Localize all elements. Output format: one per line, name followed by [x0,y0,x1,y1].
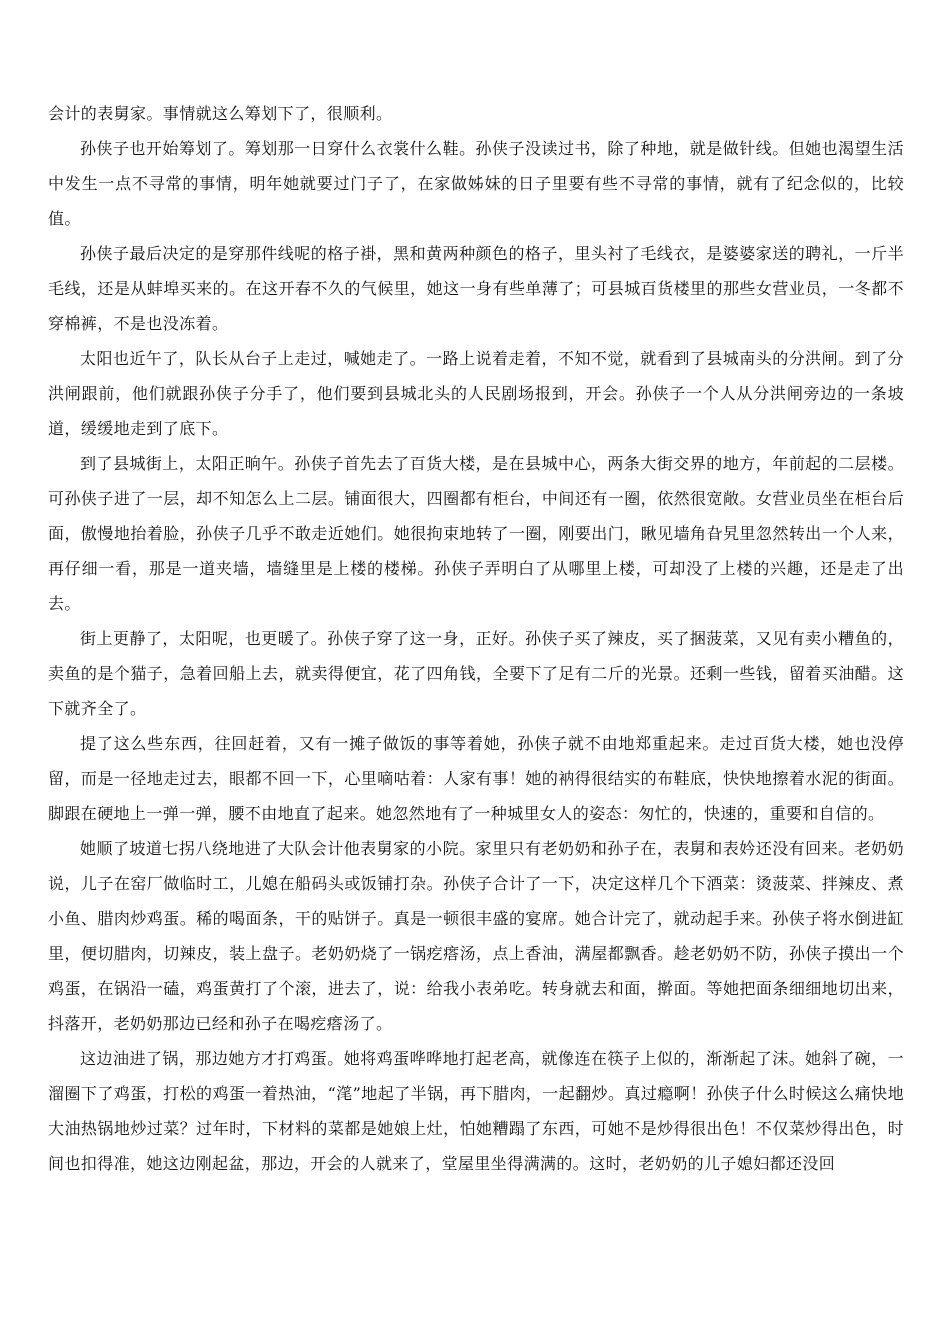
paragraph-7: 她顺了坡道七拐八绕地进了大队会计他表舅家的小院。家里只有老奶奶和孙子在，表舅和表妗还没有回来。老奶奶说，儿子在窑厂做临时工，儿媳在船码头或饭铺打杂。孙侠子合计了一下，决定这样几个下酒菜：烫菠菜、拌辣皮、煮小鱼、腊肉炒鸡蛋。稀的喝面条，干的贴饼子。真是一顿很丰盛的宴席。她合计完了，就动起手来。孙侠子将水倒进缸里，便切腊肉，切辣皮，装上盘子。老奶奶烧了一锅疙瘩汤，点上香油，满屋都飘香。趁老奶奶不防，孙侠子摸出一个鸡蛋，在锅沿一磕，鸡蛋黄打了个滚，进去了，说：给我小表弟吃。转身就去和面，擀面。等她把面条细细地切出来，抖落开，老奶奶那边已经和孙子在喝疙瘩汤了。 [48,839,904,1033]
paragraph-3: 太阳也近午了，队长从台子上走过，喊她走了。一路上说着走着，不知不觉，就看到了县城南头的分洪闸。到了分洪闸跟前，他们就跟孙侠子分手了，他们要到县城北头的人民剧场报到，开会。孙侠子一个人从分洪闸旁边的一条坡道，缓缓地走到了底下。 [48,349,904,438]
paragraph-4: 到了县城街上，太阳正晌午。孙侠子首先去了百货大楼，是在县城中心，两条大街交界的地方，年前起的二层楼。可孙侠子进了一层，却不知怎么上二层。铺面很大，四圈都有柜台，中间还有一圈，依然很宽敞。女营业员坐在柜台后面，傲慢地抬着脸，孙侠子几乎不敢走近她们。她很拘束地转了一圈，刚要出门，瞅见墙角旮旯里忽然转出一个人来，再仔细一看，那是一道夹墙，墙缝里是上楼的楼梯。孙侠子弄明白了从哪里上楼，可却没了上楼的兴趣，还是走了出去。 [48,454,904,613]
paragraph-2: 孙侠子最后决定的是穿那件线呢的格子褂，黑和黄两种颜色的格子，里头衬了毛线衣，是婆婆家送的聘礼，一斤半毛线，还是从蚌埠买来的。在这开春不久的气候里，她这一身有些单薄了；可县城百货楼里的那些女营业员，一冬都不穿棉裤，不是也没冻着。 [48,244,904,333]
paragraph-1: 孙侠子也开始筹划了。筹划那一日穿什么衣裳什么鞋。孙侠子没读过书，除了种地，就是做针线。但她也渴望生活中发生一点不寻常的事情，明年她就要过门子了，在家做姊妹的日子里要有些不寻常的事情，就有了纪念似的，比较值。 [48,139,904,228]
paragraph-8: 这边油进了锅，那边她方才打鸡蛋。她将鸡蛋哗哗地打起老高，就像连在筷子上似的，渐渐起了沫。她斜了碗，一溜圈下了鸡蛋，打松的鸡蛋一着热油，“滗”地起了半锅，再下腊肉，一起翻炒。真过瘾啊！孙侠子什么时候这么痛快地大油热锅地炒过菜？过年时，下材料的菜都是她娘上灶，怕她糟蹋了东西，可她不是炒得很出色！不仅菜炒得出色，时间也扣得准，她这边刚起盆，那边，开会的人就来了，堂屋里坐得满满的。这时，老奶奶的儿子媳妇都还没回 [48,1049,904,1173]
article-body [48,96,904,1181]
paragraph-5: 街上更静了，太阳呢，也更暖了。孙侠子穿了这一身，正好。孙侠子买了辣皮，买了捆菠菜，又见有卖小糟鱼的，卖鱼的是个猫子，急着回船上去，就卖得便宜，花了四角钱，全要下了足有二斤的光景。还剩一些钱，留着买油醋。这下就齐全了。 [48,629,904,718]
paragraph-0: 会计的表舅家。事情就这么筹划下了，很顺利。 [48,104,393,123]
paragraph-6: 提了这么些东西，往回赶着，又有一摊子做饭的事等着她，孙侠子就不由地郑重起来。走过百货大楼，她也没停留，而是一径地走过去，眼都不回一下，心里嘀咕着：人家有事！她的衲得很结实的布鞋底，快快地擦着水泥的街面。脚跟在硬地上一弹一弹，腰不由地直了起来。她忽然地有了一种城里女人的姿态：匆忙的，快速的，重要和自信的。 [48,734,904,823]
